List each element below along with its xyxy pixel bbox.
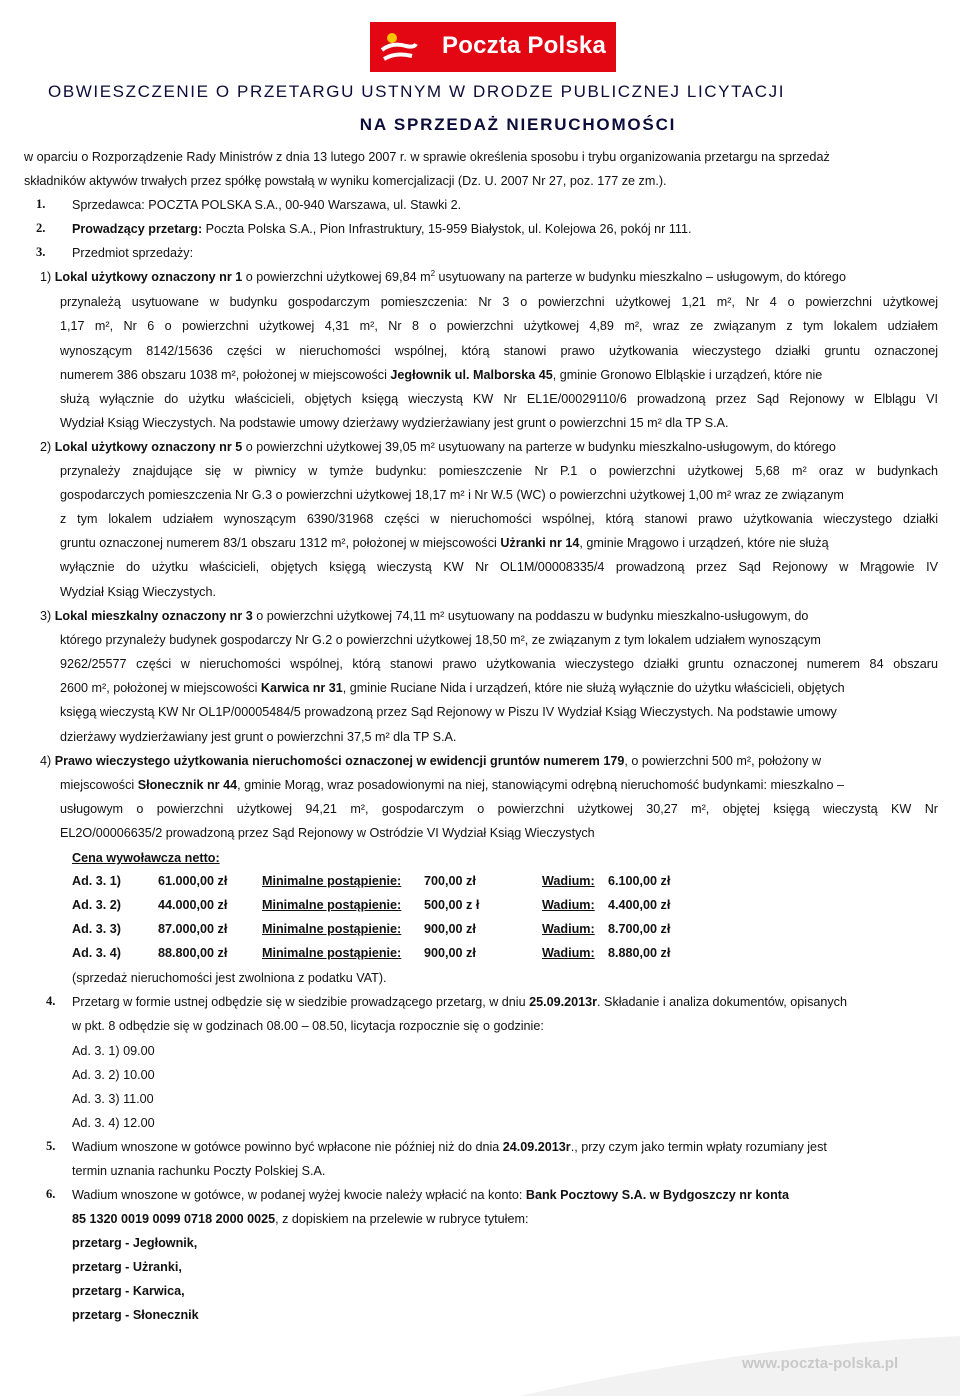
- section-2-number: 2.: [36, 221, 46, 235]
- page-title: OBWIESZCZENIE O PRZETARGU USTNYM W DRODZE PUBLICZNEJ LICYTACJI: [48, 82, 786, 101]
- auction-time: Ad. 3. 4) 12.00: [72, 1116, 155, 1130]
- item-3-line-6: dzierżawy wydzierżawiany jest grunt o powierzchni 37,5 m² dla TP S.A.: [60, 730, 457, 744]
- item-1-line-4: wynoszącym 8142/15636 części w nieruchomości wspólnej, którą stanowi prawo użytkowania wieczystego działki gruntu oznaczonej: [60, 344, 938, 358]
- item-2-line-2: przynależy znajdujące się w piwnicy w tymże budynku: pomieszczenie Nr P.1 o powierzchni użytkowej 5,68 m² oraz w budynkach: [60, 464, 938, 478]
- price-header: Cena wywoławcza netto:: [72, 851, 220, 865]
- item-3-line-5: księgą wieczystą KW Nr OL1P/00005484/5 prowadzoną przez Sąd Rejonowy w Piszu IV Wydział Ksiąg Wieczystych. Na podstawie umowy: [60, 705, 837, 719]
- item-2-line-3: gospodarczych pomieszczenia Nr G.3 o powierzchni użytkowej 18,17 m² i Nr W.5 (WC) o powierzchni użytkowej 1,00 m² wraz ze związanym: [60, 488, 844, 502]
- section-6-line-1: Wadium wnoszone w gotówce, w podanej wyżej kwocie należy wpłacić na konto: Bank Pocztowy S.A. w Bydgoszczy nr konta: [72, 1188, 789, 1202]
- item-2-line-7: Wydział Ksiąg Wieczystych.: [60, 585, 216, 599]
- page-subtitle: NA SPRZEDAŻ NIERUCHOMOŚCI: [359, 115, 677, 134]
- item-4-line-3: usługowym o powierzchni użytkowej 94,21 m², gospodarczym o powierzchni użytkowej 30,27 m², objętej księgą wieczystą KW Nr: [60, 802, 938, 816]
- item-4-line-4: EL2O/00006635/2 prowadzoną przez Sąd Rejonowy w Ostródzie VI Wydział Ksiąg Wieczystych: [60, 826, 595, 840]
- footer-url: www.poczta-polska.pl: [742, 1355, 899, 1372]
- section-3-text: Przedmiot sprzedaży:: [72, 246, 194, 260]
- transfer-title: przetarg - Użranki,: [72, 1260, 182, 1274]
- vat-note: (sprzedaż nieruchomości jest zwolniona z podatku VAT).: [72, 971, 387, 985]
- auction-time: Ad. 3. 2) 10.00: [72, 1068, 155, 1082]
- section-5-line-1: Wadium wnoszone w gotówce powinno być wpłacone nie później niż do dnia 24.09.2013r., przy czym jako termin wpłaty rozumiany jest: [72, 1140, 827, 1154]
- item-4-line-2: miejscowości Słonecznik nr 44, gminie Morąg, wraz posadowionymi na niej, stanowiącymi odrębną nieruchomość budynkami: mieszkalno –: [60, 778, 844, 792]
- item-2-line-6: wyłącznie do użytku właścicieli, objętych księgą wieczystą KW Nr OL1M/00008335/4 prowadzoną przez Sąd Rejonowy w Mrągowie IV: [60, 560, 938, 574]
- item-1-line-2: przynależą usytuowane w budynku gospodarczym pomieszczenia: Nr 3 o powierzchni użytkowej 1,21 m², Nr 4 o powierzchni użytkowej: [60, 295, 938, 309]
- section-4-line-1: Przetarg w formie ustnej odbędzie się w siedzibie prowadzącego przetarg, w dniu 25.09.2013r. Składanie i analiza dokumentów, opisanych: [72, 995, 847, 1009]
- item-2-line-5: gruntu oznaczonej numerem 83/1 obszaru 1312 m², położonej w miejscowości Użranki nr 14, gminie Mrągowo i urządzeń, które nie służą: [60, 536, 829, 550]
- intro-line-1: w oparciu o Rozporządzenie Rady Ministrów z dnia 13 lutego 2007 r. w sprawie określenia sposobu i trybu organizowania przetargu na sprzedaż: [24, 150, 830, 164]
- poczta-polska-logo: [370, 22, 616, 72]
- transfer-title: przetarg - Jegłownik,: [72, 1236, 198, 1250]
- section-5-line-2: termin uznania rachunku Poczty Polskiej S.A.: [72, 1164, 326, 1178]
- item-1-line-7: Wydział Ksiąg Wieczystych. Na podstawie umowy dzierżawy wydzierżawiany jest grunt o powierzchni 15 m² dla TP S.A.: [60, 416, 729, 430]
- auction-time: Ad. 3. 1) 09.00: [72, 1044, 155, 1058]
- item-1-line-1: 1) Lokal użytkowy oznaczony nr 1 o powierzchni użytkowej 69,84 $m^2$ usytuowany na parterze w budynku mieszkalno – usługowym, do którego: [40, 268, 846, 284]
- item-1-line-5: numerem 386 obszaru 1038 m², położonej w miejscowości Jegłownik ul. Malborska 45, gminie Gronowo Elbląskie i urządzeń, które nie: [60, 368, 823, 382]
- section-3-number: 3.: [36, 245, 46, 259]
- item-2-line-4: z tym lokalem udziałem wynoszącym 6390/31968 części w nieruchomości wspólnej, którą stanowi prawo użytkowania wieczystego działki: [60, 512, 938, 526]
- section-6-number: 6.: [46, 1187, 56, 1201]
- posthorn-icon: [378, 28, 418, 66]
- section-2-text: Prowadzący przetarg: Poczta Polska S.A., Pion Infrastruktury, 15-959 Białystok, ul. Kolejowa 26, pokój nr 111.: [72, 222, 692, 236]
- section-4-line-2: w pkt. 8 odbędzie się w godzinach 08.00 – 08.50, licytacja rozpocznie się o godzinie:: [72, 1019, 544, 1033]
- transfer-title: przetarg - Karwica,: [72, 1284, 185, 1298]
- section-6-line-2: 85 1320 0019 0099 0718 2000 0025, z dopiskiem na przelewie w rubryce tytułem:: [72, 1212, 529, 1226]
- section-1-text: Sprzedawca: POCZTA POLSKA S.A., 00-940 Warszawa, ul. Stawki 2.: [72, 198, 462, 212]
- brand-name: Poczta Polska: [442, 32, 607, 59]
- item-3-line-3: 9262/25577 części w nieruchomości wspólnej, którą stanowi prawo użytkowania wieczystego działki gruntu oznaczonej numerem 84 obszaru: [60, 657, 938, 671]
- section-1-number: 1.: [36, 197, 46, 211]
- item-3-line-2: którego przynależy budynek gospodarczy Nr G.2 o powierzchni użytkowej 18,50 m², ze związanym z tym lokalem udziałem wynoszącym: [60, 633, 821, 647]
- intro-line-2: składników aktywów trwałych przez spółkę powstałą w wyniku komercjalizacji (Dz. U. 2007 Nr 27, poz. 177 ze zm.).: [24, 174, 667, 188]
- item-1-line-3: 1,17 m², Nr 6 o powierzchni użytkowej 4,31 m², Nr 8 o powierzchni użytkowej 4,89 m², wraz ze związanym z tym lokalem udziałem: [60, 319, 938, 333]
- transfer-title: przetarg - Słonecznik: [72, 1308, 199, 1322]
- section-5-number: 5.: [46, 1139, 56, 1153]
- auction-time: Ad. 3. 3) 11.00: [72, 1092, 154, 1106]
- item-3-line-1: 3) Lokal mieszkalny oznaczony nr 3 o powierzchni użytkowej 74,11 m² usytuowany na poddaszu w budynku mieszkalno-usługowym, do: [40, 609, 809, 623]
- item-3-line-4: 2600 m², położonej w miejscowości Karwica nr 31, gminie Ruciane Nida i urządzeń, które nie służą wyłącznie do użytku właścicieli, objętych: [60, 681, 845, 695]
- item-1-line-6: służą wyłącznie do użytku właścicieli, objętych księgą wieczystą KW Nr EL1E/00029110/6 prowadzoną przez Sąd Rejonowy w Elblągu VI: [60, 392, 938, 406]
- item-2-line-1: 2) Lokal użytkowy oznaczony nr 5 o powierzchni użytkowej 39,05 m² usytuowany na parterze w budynku mieszkalno-usługowym, do którego: [40, 440, 836, 454]
- section-4-number: 4.: [46, 994, 56, 1008]
- item-4-line-1: 4) Prawo wieczystego użytkowania nieruchomości oznaczonej w ewidencji gruntów numerem 179, o powierzchni 500 m², położony w: [40, 754, 822, 768]
